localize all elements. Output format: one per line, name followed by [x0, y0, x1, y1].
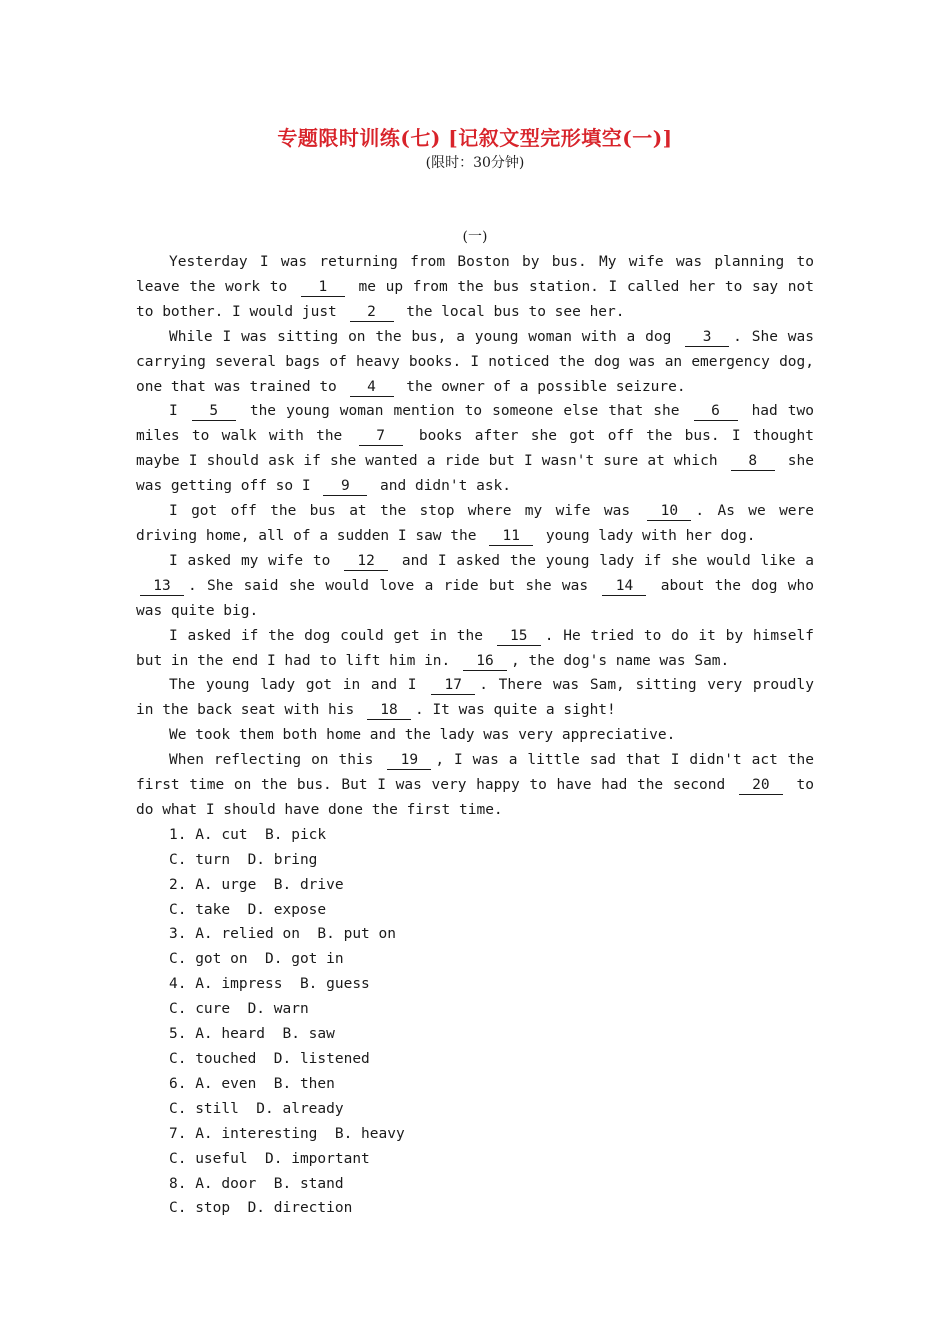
blank-12[interactable]: 12 — [344, 553, 388, 571]
paragraph-text: . He tried to do it by himself but in the end I had to lift him in. — [136, 627, 814, 669]
paragraph-text: . There was Sam, sitting very proudly in the back seat with his — [136, 677, 814, 719]
passage-paragraph — [136, 624, 814, 674]
paragraph-text: the local bus to see her. — [397, 303, 625, 320]
option-line: 6. A. even B. then — [169, 1075, 335, 1092]
options-list — [136, 823, 814, 1222]
blank-5[interactable]: 5 — [192, 403, 236, 421]
paragraph-text: and didn't ask. — [371, 478, 512, 495]
option-line: C. got on D. got in — [169, 951, 344, 968]
passage-paragraph — [136, 250, 814, 325]
option-line: C. take D. expose — [169, 901, 327, 918]
passage-paragraph — [136, 673, 814, 723]
passage — [136, 250, 814, 823]
paragraph-text: had two miles to walk with the — [136, 403, 814, 445]
blank-6[interactable]: 6 — [694, 403, 738, 421]
paragraph-text: . As we were driving home, all of a sudden I saw the — [136, 503, 814, 544]
blank-14[interactable]: 14 — [602, 578, 646, 596]
option-line: C. touched D. listened — [169, 1051, 370, 1067]
option-line: 7. A. interesting B. heavy — [169, 1125, 405, 1142]
blank-2[interactable]: 2 — [350, 304, 394, 322]
passage-paragraph — [136, 399, 814, 499]
paragraph-text: books after she got off the bus. I thought maybe I should ask if she wanted a ride but I wasn't sure at which — [136, 428, 814, 470]
blank-18[interactable]: 18 — [367, 702, 411, 720]
option-line: 3. A. relied on B. put on — [169, 926, 396, 943]
paragraph-text: I asked if the dog could get in the — [169, 627, 493, 644]
paragraph-text: , I was a little sad that I didn't act the first time on the bus. But I was very happy to have had the second — [136, 752, 814, 794]
blank-17[interactable]: 17 — [431, 677, 475, 695]
option-line: 5. A. heard B. saw — [169, 1026, 335, 1043]
paragraph-text: about the dog who was quite big. — [136, 577, 814, 619]
option-line: C. cure D. warn — [169, 1001, 309, 1018]
option-line: 4. A. impress B. guess — [169, 976, 370, 993]
paragraph-text: When reflecting on this — [169, 752, 384, 769]
blank-9[interactable]: 9 — [323, 478, 367, 496]
blank-7[interactable]: 7 — [359, 428, 403, 446]
paragraph-text: and I asked the young lady if she would like a — [392, 552, 814, 569]
paragraph-text: young lady with her dog. — [537, 527, 756, 544]
option-line: 8. A. door B. stand — [169, 1175, 344, 1192]
section-label: (一) — [462, 229, 488, 245]
blank-3[interactable]: 3 — [685, 329, 729, 347]
blank-11[interactable]: 11 — [489, 528, 533, 546]
worksheet-content — [136, 250, 814, 1221]
paragraph-text: We took them both home and the lady was very appreciative. — [169, 727, 676, 744]
blank-10[interactable]: 10 — [647, 503, 691, 521]
paragraph-text: Yesterday I was returning from Boston by bus. My wife was planning to leave the work to — [136, 254, 814, 295]
paragraph-text: . She said she would love a ride but she was — [188, 577, 599, 594]
option-line: C. still D. already — [169, 1100, 344, 1117]
blank-8[interactable]: 8 — [731, 453, 775, 471]
paragraph-text: the young woman mention to someone else that she — [239, 403, 690, 420]
blank-20[interactable]: 20 — [739, 777, 783, 795]
paragraph-text: While I was sitting on the bus, a young woman with a dog — [169, 328, 682, 345]
passage-paragraph — [136, 549, 814, 624]
blank-19[interactable]: 19 — [387, 752, 431, 770]
paragraph-text: she was getting off so I — [136, 453, 814, 495]
blank-15[interactable]: 15 — [497, 628, 541, 646]
blank-16[interactable]: 16 — [463, 653, 507, 671]
passage-paragraph — [136, 325, 814, 400]
option-line: 2. A. urge B. drive — [169, 876, 344, 893]
worksheet-title: 专题限时训练(七) [记叙文型完形填空(一)] — [277, 126, 673, 150]
passage-paragraph — [136, 723, 814, 748]
paragraph-text: I got off the bus at the stop where my wife was — [169, 503, 644, 520]
paragraph-text: I — [169, 403, 188, 420]
paragraph-text: . It was quite a sight! — [414, 702, 616, 719]
time-limit: (限时：30分钟) — [425, 155, 525, 171]
paragraph-text: me up from the bus station. I called her to say not to bother. I would just — [136, 278, 815, 320]
paragraph-text: the owner of a possible seizure. — [397, 378, 686, 395]
blank-4[interactable]: 4 — [350, 379, 394, 397]
option-line: C. turn D. bring — [169, 851, 318, 868]
option-line: C. stop D. direction — [169, 1200, 353, 1217]
paragraph-text: . She was carrying several bags of heavy books. I noticed the dog was an emergency dog, one that was trained to — [136, 328, 814, 395]
blank-1[interactable]: 1 — [301, 279, 345, 297]
paragraph-text: to do what I should have done the first time. — [136, 777, 814, 818]
paragraph-text: I asked my wife to — [169, 552, 341, 569]
option-line: C. useful D. important — [169, 1150, 370, 1167]
passage-paragraph — [136, 748, 814, 823]
paragraph-text: , the dog's name was Sam. — [511, 652, 730, 669]
paragraph-text: The young lady got in and I — [169, 677, 428, 694]
passage-paragraph — [136, 499, 814, 549]
option-line: 1. A. cut B. pick — [169, 826, 327, 843]
blank-13[interactable]: 13 — [140, 578, 184, 596]
